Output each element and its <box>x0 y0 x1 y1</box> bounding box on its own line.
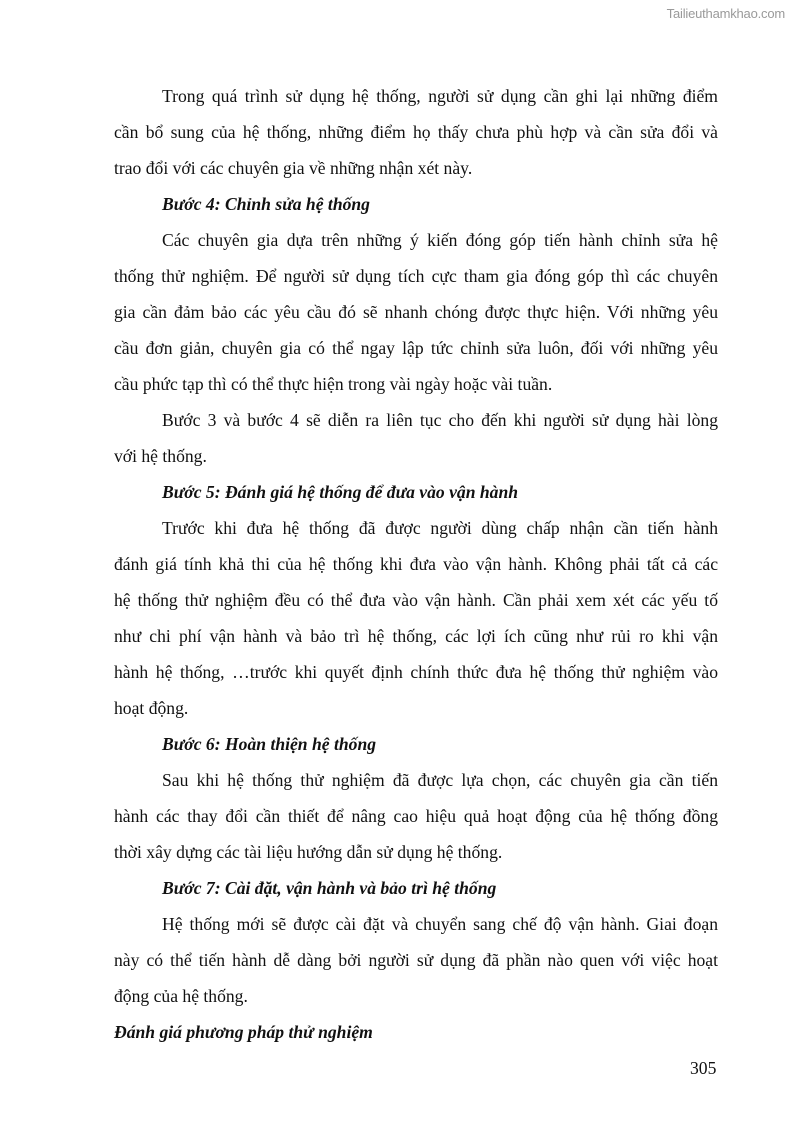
text-line: như chi phí vận hành và bảo trì hệ thống, các lợi ích cũng như rủi ro khi vận <box>114 626 718 646</box>
text-line: Các chuyên gia dựa trên những ý kiến đóng góp tiến hành chỉnh sửa hệ <box>162 230 718 250</box>
text-line: đánh giá tính khả thi của hệ thống khi đưa vào vận hành. Không phải tất cả các <box>114 554 718 574</box>
document-body <box>114 78 718 1050</box>
text-line: hành các thay đổi cần thiết để nâng cao hiệu quả hoạt động của hệ thống đồng <box>114 806 718 826</box>
text-line: này có thể tiến hành dễ dàng bởi người sử dụng đã phần nào quen với việc hoạt <box>114 950 718 970</box>
text-line: hành hệ thống, …trước khi quyết định chính thức đưa hệ thống thử nghiệm vào <box>114 662 718 682</box>
text-line: hoạt động. <box>114 698 189 718</box>
text-line: động của hệ thống. <box>114 986 248 1006</box>
section-heading: Đánh giá phương pháp thử nghiệm <box>114 1022 373 1042</box>
section-heading: Bước 6: Hoàn thiện hệ thống <box>162 734 377 754</box>
watermark: Tailieuthamkhao.com <box>666 6 785 21</box>
text-line: cần bổ sung của hệ thống, những điểm họ thấy chưa phù hợp và cần sửa đổi và <box>114 122 718 142</box>
text-line: Hệ thống mới sẽ được cài đặt và chuyển sang chế độ vận hành. Giai đoạn <box>162 914 718 934</box>
section-heading: Bước 7: Cài đặt, vận hành và bảo trì hệ thống <box>162 878 497 898</box>
text-line: cầu phức tạp thì có thể thực hiện trong vài ngày hoặc vài tuần. <box>114 374 553 394</box>
text-line: Trước khi đưa hệ thống đã được người dùng chấp nhận cần tiến hành <box>162 518 718 538</box>
section-heading: Bước 4: Chỉnh sửa hệ thống <box>162 194 370 214</box>
text-line: hệ thống thử nghiệm đều có thể đưa vào vận hành. Cần phải xem xét các yếu tố <box>114 590 718 610</box>
text-line: gia cần đảm bảo các yêu cầu đó sẽ nhanh chóng được thực hiện. Với những yêu <box>114 302 718 322</box>
text-line: thời xây dựng các tài liệu hướng dẫn sử dụng hệ thống. <box>114 842 503 862</box>
text-line: Bước 3 và bước 4 sẽ diễn ra liên tục cho đến khi người sử dụng hài lòng <box>162 410 718 430</box>
text-line: Sau khi hệ thống thử nghiệm đã được lựa chọn, các chuyên gia cần tiến <box>162 770 718 790</box>
page-number: 305 <box>690 1058 717 1078</box>
section-heading: Bước 5: Đánh giá hệ thống để đưa vào vận hành <box>162 482 519 502</box>
text-line: Trong quá trình sử dụng hệ thống, người sử dụng cần ghi lại những điểm <box>162 86 718 106</box>
text-line: với hệ thống. <box>114 446 207 466</box>
text-line: thống thử nghiệm. Để người sử dụng tích cực tham gia đóng góp thì các chuyên <box>114 266 718 286</box>
text-line: trao đổi với các chuyên gia về những nhận xét này. <box>114 158 473 178</box>
text-line: cầu đơn giản, chuyên gia có thể ngay lập tức chỉnh sửa luôn, đối với những yêu <box>114 338 718 358</box>
